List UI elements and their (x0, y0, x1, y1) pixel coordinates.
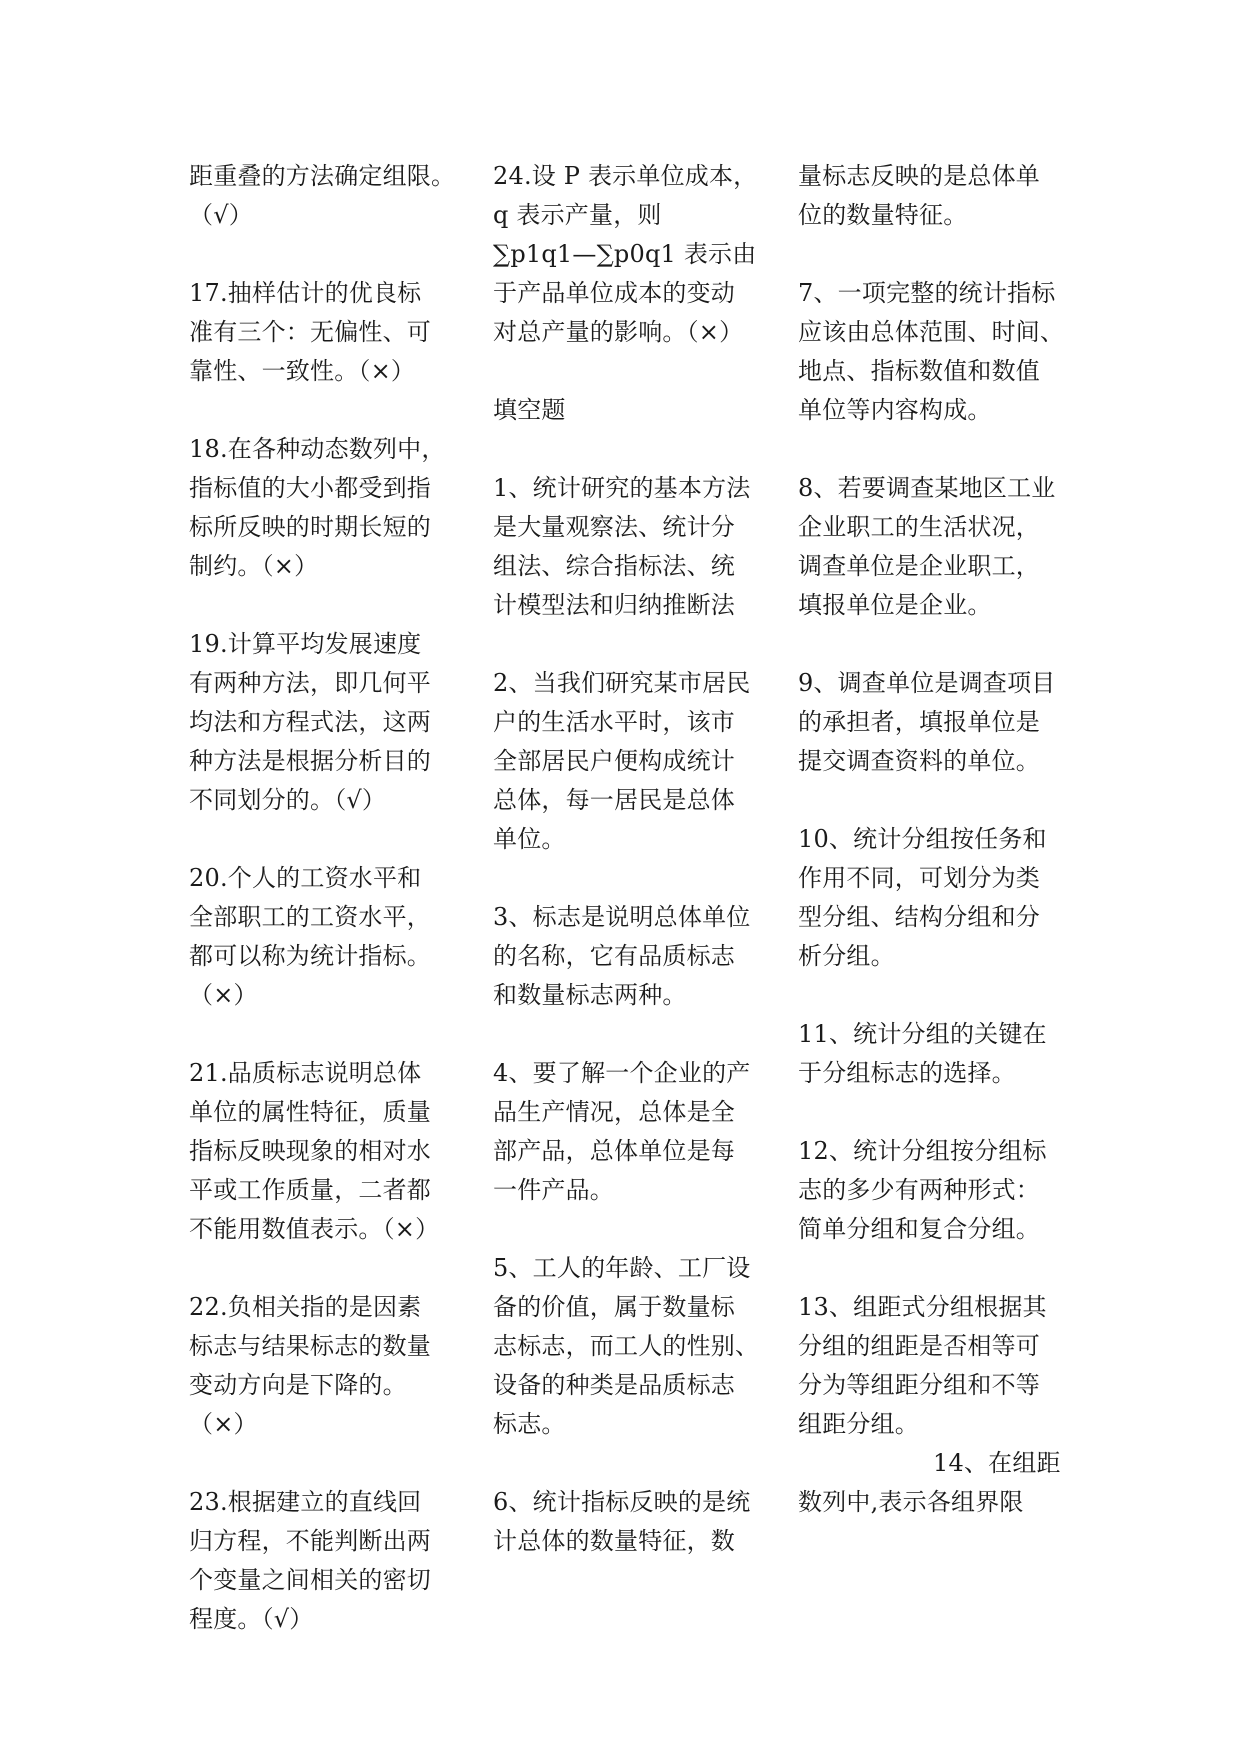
text-line: 6、统计指标反映的是统 (493, 1488, 751, 1516)
text-line: 全部职工的工资水平， (189, 903, 431, 931)
text-line: 品生产情况，总体是全 (493, 1098, 735, 1126)
text-line: 设备的种类是品质标志 (493, 1371, 735, 1399)
text-line: 的承担者，填报单位是 (798, 708, 1040, 736)
text-line: 5、工人的年龄、工厂设 (493, 1254, 751, 1282)
text-line: 全部居民户便构成统计 (493, 747, 735, 775)
text-line: 平或工作质量，二者都 (189, 1176, 431, 1204)
text-line: 志的多少有两种形式： (798, 1176, 1040, 1204)
paragraph-16-continued (189, 157, 457, 235)
paragraph-17 (189, 274, 457, 391)
text-line: 分为等组距分组和不等 (798, 1371, 1040, 1399)
text-line: 提交调查资料的单位。 (798, 747, 1040, 775)
text-line: 24.设 P 表示单位成本， (493, 162, 758, 190)
text-line: 4、要了解一个企业的产 (493, 1059, 751, 1087)
paragraph-fill-5 (493, 1249, 760, 1444)
paragraph-fill-6-continued (798, 157, 1068, 235)
paragraph-fill-9 (798, 664, 1068, 781)
text-line: 分组的组距是否相等可 (798, 1332, 1040, 1360)
text-line: 20.个人的工资水平和 (189, 864, 422, 892)
text-line: 程度。（√） (189, 1605, 314, 1633)
paragraph-19 (189, 625, 457, 820)
text-line: 1、统计研究的基本方法 (493, 474, 751, 502)
text-line: 归方程，不能判断出两 (189, 1527, 431, 1555)
text-line: 填空题 (493, 396, 566, 424)
text-line: 21.品质标志说明总体 (189, 1059, 422, 1087)
text-line: 计总体的数量特征，数 (493, 1527, 735, 1555)
text-line: 3、标志是说明总体单位 (493, 903, 751, 931)
text-line: 的名称，它有品质标志 (493, 942, 735, 970)
text-line: 地点、指标数值和数值 (798, 357, 1040, 385)
text-line: 11、统计分组的关键在 (798, 1020, 1047, 1048)
paragraph-fill-4 (493, 1054, 757, 1210)
paragraph-fill-3 (493, 898, 757, 1015)
text-line: 于分组标志的选择。 (798, 1059, 1016, 1087)
text-column-2 (493, 157, 760, 1600)
text-line: 23.根据建立的直线回 (189, 1488, 422, 1516)
text-line: 10、统计分组按任务和 (798, 825, 1047, 853)
text-line: 企业职工的生活状况， (798, 513, 1040, 541)
text-line: 14、在组距 (933, 1449, 1061, 1477)
text-line: （√） (189, 201, 253, 229)
text-line: 析分组。 (798, 942, 895, 970)
text-line: 22.负相关指的是因素 (189, 1293, 422, 1321)
text-line: 18.在各种动态数列中， (189, 435, 446, 463)
text-line: 总体，每一居民是总体 (493, 786, 735, 814)
section-heading-fill-in-the-blank (493, 391, 757, 430)
text-line: 于产品单位成本的变动 (493, 279, 735, 307)
text-column-3 (798, 157, 1068, 1561)
paragraph-20 (189, 859, 457, 1015)
text-line: 单位。 (493, 825, 566, 853)
text-line: 19.计算平均发展速度 (189, 630, 422, 658)
text-line: 和数量标志两种。 (493, 981, 687, 1009)
text-line: 指标值的大小都受到指 (189, 474, 431, 502)
paragraph-fill-10 (798, 820, 1068, 976)
text-line: 距重叠的方法确定组限。 (189, 162, 456, 190)
text-line: 调查单位是企业职工， (798, 552, 1040, 580)
paragraph-18 (189, 430, 457, 586)
text-line: 型分组、结构分组和分 (798, 903, 1040, 931)
text-line: 组距分组。 (798, 1410, 919, 1438)
paragraph-fill-14 (798, 1444, 1068, 1522)
text-line: 户的生活水平时，该市 (493, 708, 735, 736)
paragraph-23 (189, 1483, 457, 1639)
text-line: 作用不同，可划分为类 (798, 864, 1040, 892)
text-line: 13、组距式分组根据其 (798, 1293, 1047, 1321)
text-line: 一件产品。 (493, 1176, 614, 1204)
text-line: 是大量观察法、统计分 (493, 513, 735, 541)
text-line: 单位的属性特征，质量 (189, 1098, 431, 1126)
text-line: 简单分组和复合分组。 (798, 1215, 1040, 1243)
paragraph-fill-6 (493, 1483, 757, 1561)
text-line: 志标志，而工人的性别、 (493, 1332, 760, 1360)
text-line: q 表示产量，则 (493, 201, 662, 229)
text-line: 指标反映现象的相对水 (189, 1137, 431, 1165)
text-line: 均法和方程式法，这两 (189, 708, 431, 736)
text-line: 准有三个：无偏性、可 (189, 318, 431, 346)
text-line: 对总产量的影响。（×） (493, 318, 744, 346)
text-line: 个变量之间相关的密切 (189, 1566, 431, 1594)
text-line: 组法、综合指标法、统 (493, 552, 735, 580)
paragraph-fill-1 (493, 469, 757, 625)
text-line: ∑p1q1—∑p0q1 表示由 (493, 240, 757, 268)
text-line: 7、一项完整的统计指标 (798, 279, 1056, 307)
text-line: 计模型法和归纳推断法 (493, 591, 735, 619)
text-line: 2、当我们研究某市居民 (493, 669, 751, 697)
text-line: 靠性、一致性。（×） (189, 357, 416, 385)
text-line: 备的价值，属于数量标 (493, 1293, 735, 1321)
text-line: 变动方向是下降的。 (189, 1371, 407, 1399)
paragraph-fill-12 (798, 1132, 1068, 1249)
text-line: 9、调查单位是调查项目 (798, 669, 1056, 697)
text-line: 填报单位是企业。 (798, 591, 992, 619)
text-line: 标所反映的时期长短的 (189, 513, 431, 541)
paragraph-fill-2 (493, 664, 757, 859)
text-line: 不同划分的。（√） (189, 786, 387, 814)
paragraph-21 (189, 1054, 457, 1249)
text-line: （×） (189, 1410, 258, 1438)
text-line: 位的数量特征。 (798, 201, 968, 229)
text-line: 数列中,表示各组界限 (798, 1488, 1024, 1516)
text-line: 都可以称为统计指标。 (189, 942, 431, 970)
text-line: 不能用数值表示。（×） (189, 1215, 440, 1243)
text-line: 17.抽样估计的优良标 (189, 279, 422, 307)
text-line: 部产品，总体单位是每 (493, 1137, 735, 1165)
text-line: 种方法是根据分析目的 (189, 747, 431, 775)
paragraph-fill-8 (798, 469, 1068, 625)
text-line: 制约。（×） (189, 552, 319, 580)
text-line: 标志。 (493, 1410, 566, 1438)
text-line: 8、若要调查某地区工业 (798, 474, 1056, 502)
paragraph-24 (493, 157, 757, 352)
paragraph-22 (189, 1288, 457, 1444)
text-line: 单位等内容构成。 (798, 396, 992, 424)
text-line: 有两种方法，即几何平 (189, 669, 431, 697)
text-line: （×） (189, 981, 258, 1009)
text-line: 12、统计分组按分组标 (798, 1137, 1047, 1165)
text-line: 量标志反映的是总体单 (798, 162, 1040, 190)
text-column-1 (189, 157, 457, 1678)
paragraph-fill-7 (798, 274, 1068, 430)
paragraph-fill-11 (798, 1015, 1068, 1093)
text-line: 标志与结果标志的数量 (189, 1332, 431, 1360)
text-line: 应该由总体范围、时间、 (798, 318, 1065, 346)
paragraph-fill-13 (798, 1288, 1068, 1444)
